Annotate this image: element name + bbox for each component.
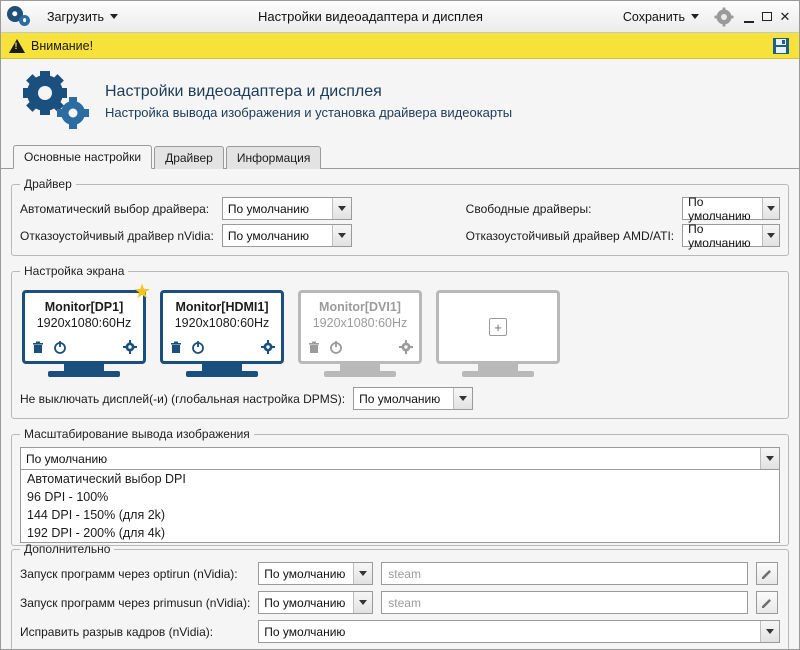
dpms-label: Не выключать дисплей(-и) (глобальная настройка DPMS): xyxy=(20,391,346,406)
primusrun-combo[interactable] xyxy=(258,591,373,614)
gear-icon[interactable] xyxy=(261,340,275,357)
monitor-screen[interactable] xyxy=(298,290,422,364)
load-menu-label: Загрузить xyxy=(47,9,105,24)
chevron-down-icon xyxy=(691,14,699,19)
settings-gear-icon[interactable] xyxy=(713,6,735,28)
page-title: Настройки видеоадаптера и дисплея xyxy=(105,82,382,100)
primusrun-edit-button[interactable] xyxy=(756,591,778,614)
monitor-item[interactable] xyxy=(160,290,284,377)
screen-group xyxy=(11,264,789,419)
tab-driver[interactable]: Драйвер xyxy=(154,146,224,169)
monitor-screen[interactable] xyxy=(22,281,151,364)
gear-icon[interactable] xyxy=(123,340,137,357)
scaling-combo[interactable] xyxy=(20,447,780,470)
chevron-down-icon xyxy=(762,198,779,219)
monitor-screen-empty[interactable] xyxy=(436,290,560,364)
driver-group xyxy=(11,177,789,256)
scaling-selected-value: По умолчанию xyxy=(26,451,108,466)
page-header xyxy=(1,59,799,139)
chevron-down-icon xyxy=(353,592,372,613)
auto-driver-combo[interactable] xyxy=(222,197,352,220)
chevron-down-icon xyxy=(760,448,779,469)
maximize-button[interactable] xyxy=(759,9,775,25)
chevron-down-icon xyxy=(353,563,372,584)
scaling-option[interactable]: Автоматический выбор DPI xyxy=(27,472,186,486)
close-button[interactable]: ✕ xyxy=(779,9,791,24)
chevron-down-icon xyxy=(332,225,351,246)
auto-driver-label: Автоматический выбор драйвера: xyxy=(20,201,210,216)
trash-icon[interactable] xyxy=(169,340,183,357)
primary-star-icon: ★ xyxy=(133,281,151,303)
window-title: Настройки видеоадаптера и дисплея xyxy=(258,9,483,24)
primusrun-command-input[interactable]: steam xyxy=(381,591,748,614)
minimize-button[interactable] xyxy=(741,9,757,25)
free-drivers-combo[interactable] xyxy=(682,194,780,223)
auto-driver-value: По умолчанию xyxy=(227,201,309,216)
warning-triangle-icon xyxy=(9,39,25,53)
chevron-down-icon xyxy=(110,14,118,19)
gear-icon[interactable] xyxy=(399,340,413,357)
dpms-combo[interactable] xyxy=(353,387,473,410)
chevron-down-icon xyxy=(332,198,351,219)
header-gears-icon xyxy=(15,71,95,131)
tearing-combo[interactable] xyxy=(258,620,780,643)
amd-fallback-label: Отказоустойчивый драйвер AMD/ATI: xyxy=(465,228,675,243)
optirun-edit-button[interactable] xyxy=(756,562,778,585)
scaling-options-list[interactable] xyxy=(20,470,780,543)
primusrun-label: Запуск программ через primusun (nVidia): xyxy=(20,595,251,610)
tab-main-settings[interactable]: Основные настройки xyxy=(13,145,152,169)
optirun-value: По умолчанию xyxy=(264,566,346,581)
free-drivers-label: Свободные драйверы: xyxy=(465,201,592,216)
monitor-mode: 1920x1080:60Hz xyxy=(312,316,408,330)
monitor-list xyxy=(20,281,780,379)
warning-text: Внимание! xyxy=(31,38,94,53)
free-drivers-value: По умолчанию xyxy=(688,194,751,223)
trash-icon[interactable] xyxy=(31,340,45,357)
add-monitor-item[interactable] xyxy=(436,290,560,377)
save-menu-label: Сохранить xyxy=(622,9,685,24)
monitor-item[interactable] xyxy=(298,290,422,377)
power-icon[interactable] xyxy=(53,340,67,357)
scaling-group-legend: Масштабирование вывода изображения xyxy=(24,427,250,441)
primusrun-value: По умолчанию xyxy=(264,595,346,610)
save-menu-button[interactable] xyxy=(615,6,707,28)
nvidia-fallback-value: По умолчанию xyxy=(227,228,309,243)
trash-icon[interactable] xyxy=(307,340,321,357)
scaling-option[interactable]: 96 DPI - 100% xyxy=(27,490,109,504)
amd-fallback-value: По умолчанию xyxy=(688,221,751,250)
advanced-group-legend: Дополнительно xyxy=(24,542,111,556)
power-icon[interactable] xyxy=(329,340,343,357)
plus-icon[interactable]: + xyxy=(489,318,507,336)
monitor-name: Monitor[DVI1] xyxy=(319,300,401,314)
dpms-value: По умолчанию xyxy=(359,391,441,406)
monitor-mode: 1920x1080:60Hz xyxy=(36,316,132,330)
tab-bar xyxy=(1,145,799,169)
nvidia-fallback-combo[interactable] xyxy=(222,224,352,247)
tab-information[interactable]: Информация xyxy=(226,146,321,169)
monitor-item[interactable] xyxy=(22,281,151,377)
advanced-group xyxy=(11,542,789,649)
optirun-combo[interactable] xyxy=(258,562,373,585)
scaling-option[interactable]: 192 DPI - 200% (для 4k) xyxy=(27,526,166,540)
monitor-screen[interactable] xyxy=(160,290,284,364)
chevron-down-icon xyxy=(762,225,779,246)
tearing-value: По умолчанию xyxy=(264,624,346,639)
load-menu-button[interactable] xyxy=(39,6,126,28)
driver-group-legend: Драйвер xyxy=(24,177,72,191)
tearing-label: Исправить разрыв кадров (nVidia): xyxy=(20,624,214,639)
main-content xyxy=(1,169,799,649)
chevron-down-icon xyxy=(453,388,472,409)
floppy-save-icon[interactable] xyxy=(771,36,791,56)
optirun-label: Запуск программ через optirun (nVidia): xyxy=(20,566,238,581)
amd-fallback-combo[interactable] xyxy=(682,221,780,250)
power-icon[interactable] xyxy=(191,340,205,357)
monitor-name: Monitor[DP1] xyxy=(44,300,124,314)
monitor-name: Monitor[HDMI1] xyxy=(175,300,269,314)
monitor-mode: 1920x1080:60Hz xyxy=(174,316,270,330)
app-gears-icon xyxy=(7,4,33,30)
title-bar xyxy=(1,1,799,33)
screen-group-legend: Настройка экрана xyxy=(24,264,125,278)
scaling-group xyxy=(11,427,789,546)
optirun-command-input[interactable]: steam xyxy=(381,562,748,585)
page-subtitle: Настройка вывода изображения и установка драйвера видеокарты xyxy=(105,104,513,120)
nvidia-fallback-label: Отказоустойчивый драйвер nVidia: xyxy=(20,228,214,243)
warning-bar xyxy=(1,33,799,59)
chevron-down-icon xyxy=(760,621,779,642)
scaling-option[interactable]: 144 DPI - 150% (для 2k) xyxy=(27,508,166,522)
